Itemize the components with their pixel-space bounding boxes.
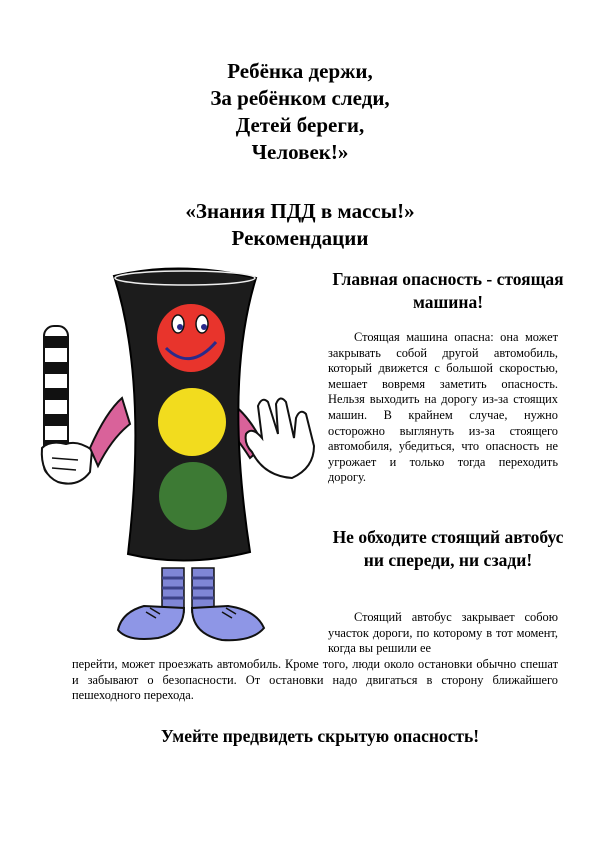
red-light-face-icon xyxy=(157,304,225,372)
yellow-light-icon xyxy=(158,388,226,456)
headline-title: «Знания ПДД в массы!» xyxy=(185,199,415,223)
traffic-light-illustration xyxy=(38,262,318,652)
section2-body-top: Стоящий автобус закрывает собою участок дороги, по которому в тот момент, когда вы решили ее xyxy=(328,610,558,656)
green-light-icon xyxy=(159,462,227,530)
shoes-icon xyxy=(118,606,264,640)
poem xyxy=(0,58,600,166)
poem-line: За ребёнком следи, xyxy=(210,86,390,110)
section2-title: Не обходите стоящий автобус ни спереди, ни сзади! xyxy=(332,527,564,570)
section1-body: Стоящая машина опасна: она может закрывать собой другой автомобиль, который движется с большой скоростью, мешает вовремя заметить опасность. Нельзя выходить на дорогу из-за стоящих машин. В крайнем случае, нужно осторожно выглянуть из-за стоящего автомобиля, убедиться, что опасность не угрожает и только тогда переходить дорогу. xyxy=(328,330,558,485)
section1-title: Главная опасность - стоящая машина! xyxy=(332,269,564,312)
traffic-light-character-icon xyxy=(38,262,318,652)
poem-line: Человек!» xyxy=(251,140,349,164)
left-glove-icon xyxy=(42,443,92,484)
left-arm-icon xyxy=(90,398,130,466)
right-glove-icon xyxy=(246,398,314,478)
final-warning: Умейте предвидеть скрытую опасность! xyxy=(160,726,480,746)
poem-line: Детей береги, xyxy=(235,113,365,137)
section2-body-bottom: перейти, может проезжать автомобиль. Кроме того, люди около остановки обычно спешат и забывают о безопасности. От остановки надо двигаться в сторону ближайшего пешеходного перехода. xyxy=(72,657,558,703)
legs-icon xyxy=(162,568,214,612)
headline-subtitle: Рекомендации xyxy=(231,226,369,250)
poem-line: Ребёнка держи, xyxy=(227,59,373,83)
headline xyxy=(0,198,600,252)
